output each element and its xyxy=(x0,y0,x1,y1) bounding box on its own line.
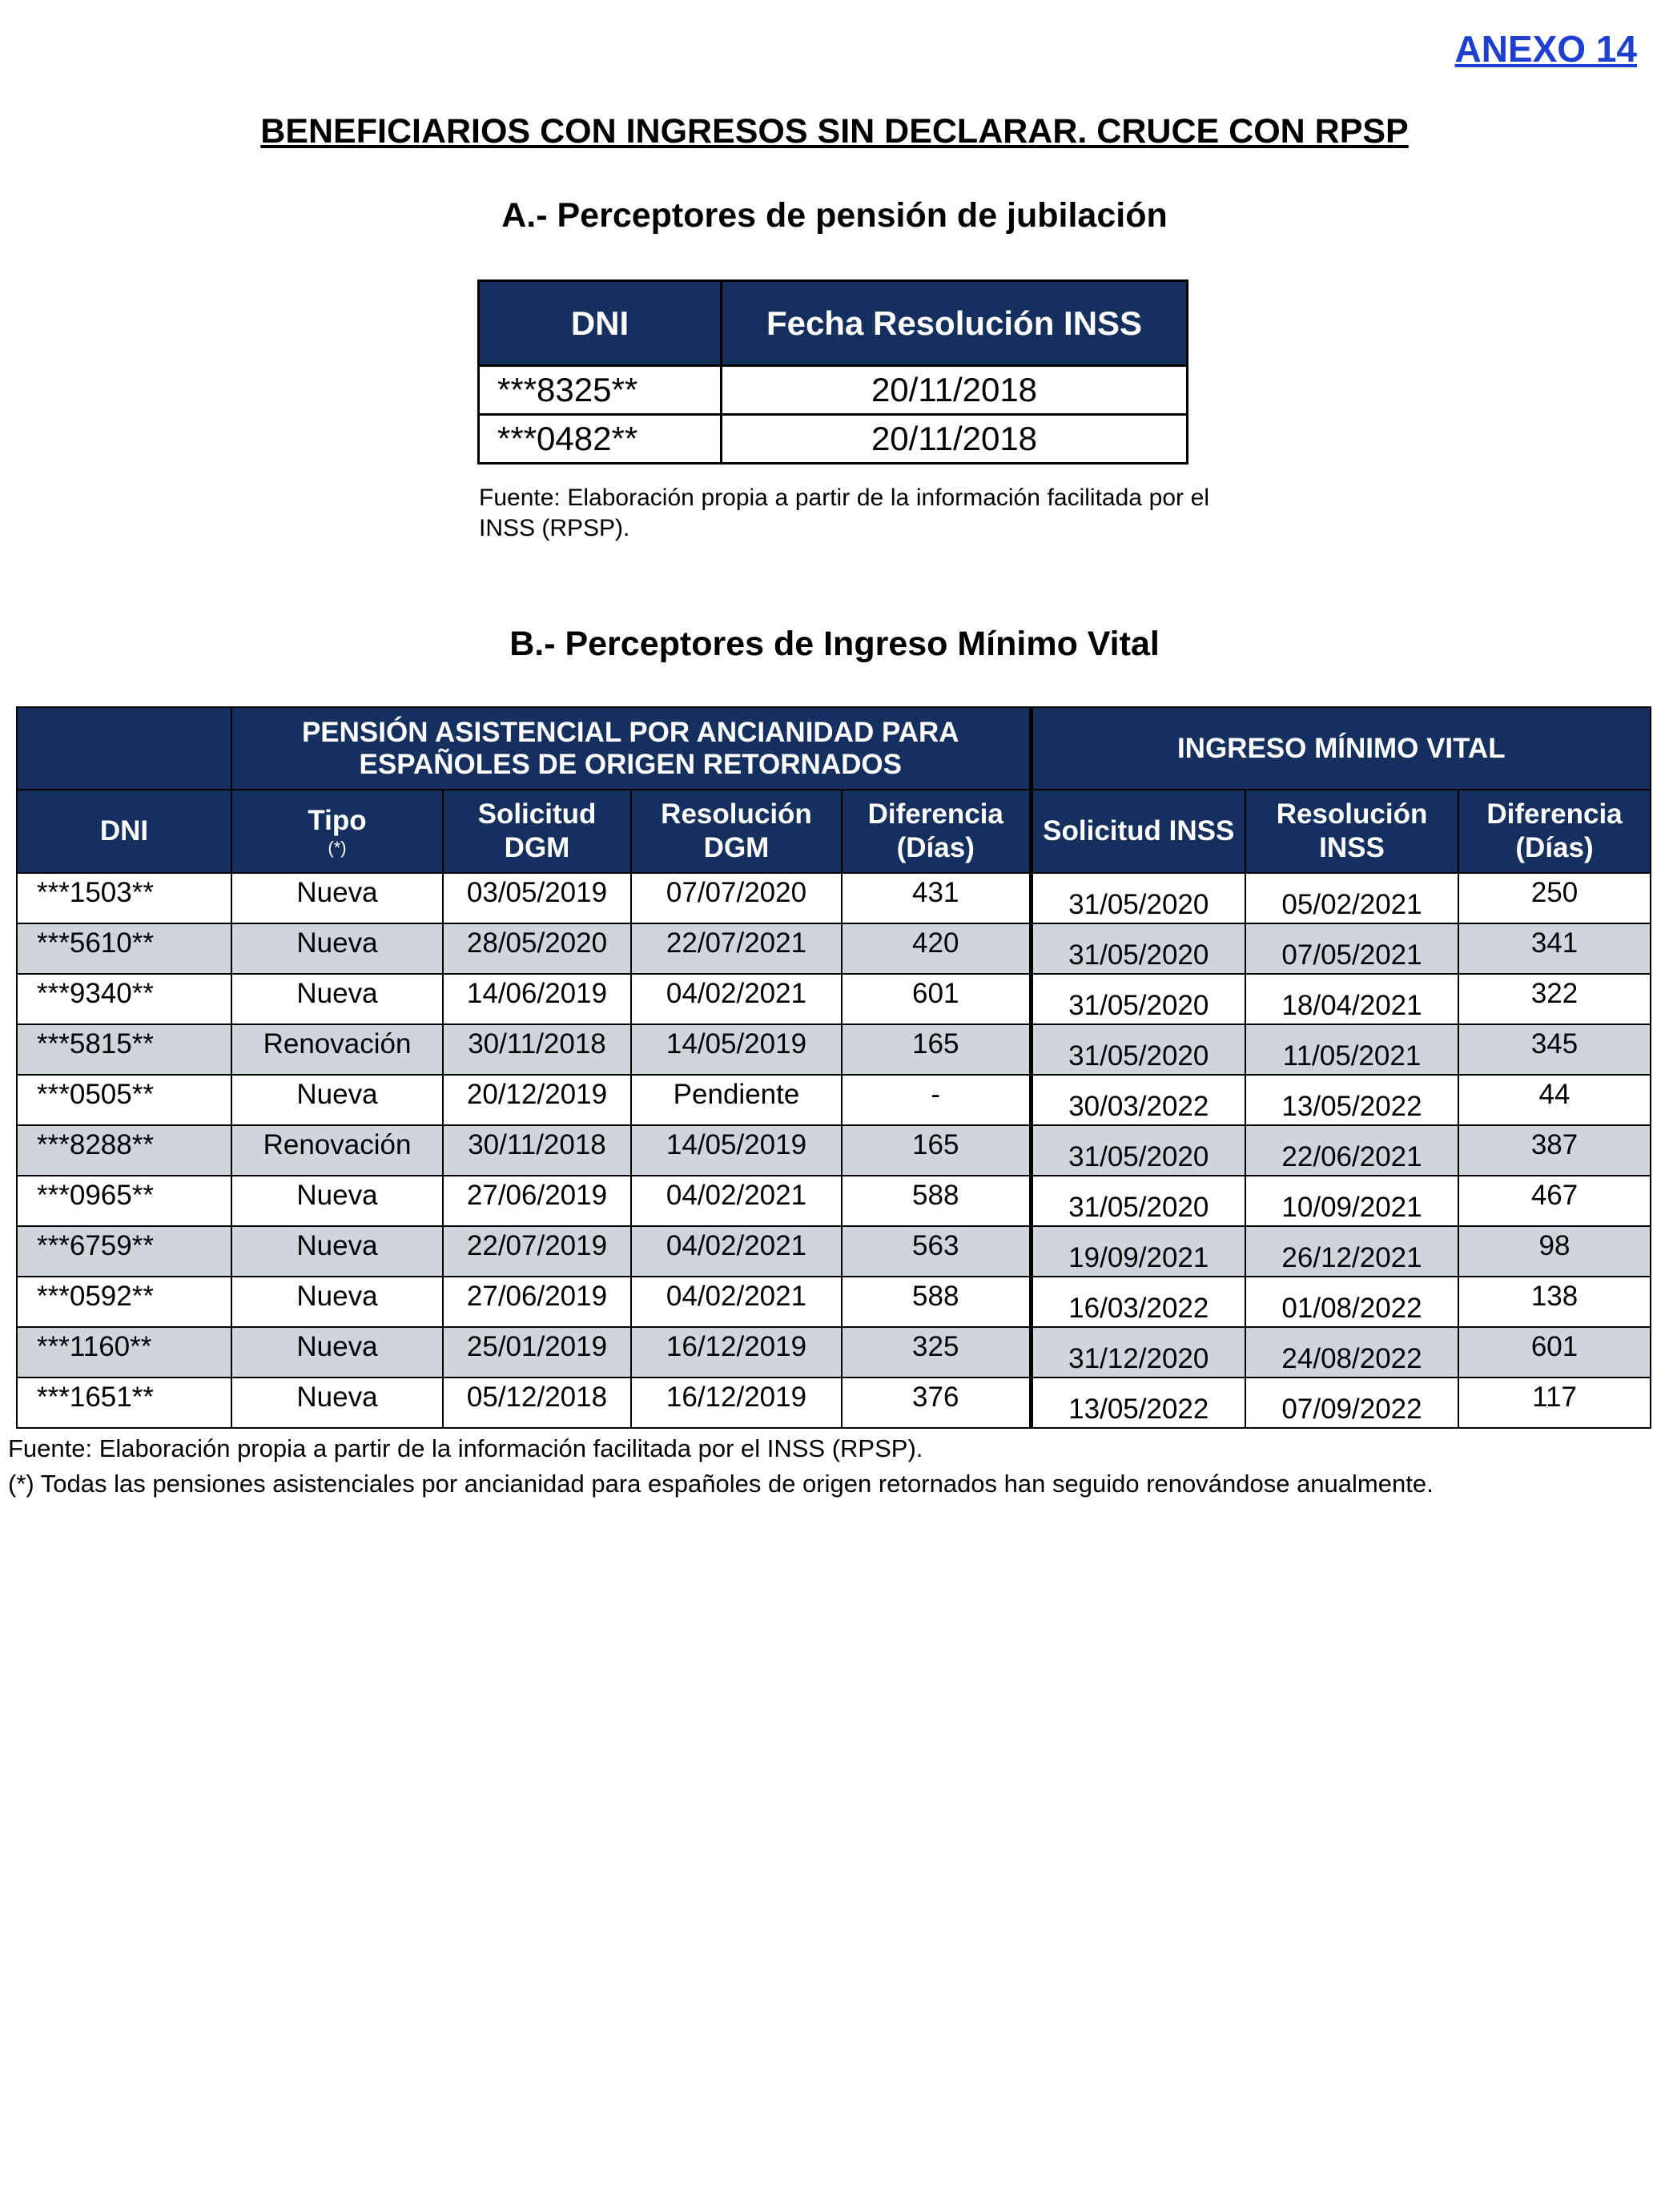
resolucion-inss-cell: 11/05/2021 xyxy=(1245,1024,1458,1075)
solicitud-dgm-cell: 27/06/2019 xyxy=(443,1176,631,1226)
diferencia-inss-cell: 601 xyxy=(1458,1327,1651,1377)
solicitud-inss-cell: 30/03/2022 xyxy=(1031,1075,1245,1125)
solicitud-dgm-cell: 20/12/2019 xyxy=(443,1075,631,1125)
resolucion-inss-cell: 05/02/2021 xyxy=(1245,873,1458,923)
table-row xyxy=(17,1277,1651,1327)
tipo-cell: Nueva xyxy=(231,1226,443,1277)
header-resolucion-inss: Resolución INSS xyxy=(1245,790,1458,873)
solicitud-dgm-cell: 30/11/2018 xyxy=(443,1024,631,1075)
resolucion-inss-cell: 24/08/2022 xyxy=(1245,1327,1458,1377)
resolucion-inss-cell: 07/05/2021 xyxy=(1245,923,1458,974)
tipo-cell: Nueva xyxy=(231,974,443,1024)
table-row xyxy=(17,1176,1651,1226)
diferencia-dgm-cell: 588 xyxy=(842,1277,1031,1327)
tipo-cell: Nueva xyxy=(231,923,443,974)
main-title: BENEFICIARIOS CON INGRESOS SIN DECLARAR. CRUCE CON RPSP xyxy=(260,112,1409,151)
fecha-cell: 20/11/2018 xyxy=(722,366,1188,415)
dni-cell: ***1651** xyxy=(17,1377,231,1428)
tipo-cell: Nueva xyxy=(231,1327,443,1377)
resolucion-inss-cell: 10/09/2021 xyxy=(1245,1176,1458,1226)
diferencia-dgm-cell: 420 xyxy=(842,923,1031,974)
table-row xyxy=(17,1226,1651,1277)
table-row xyxy=(17,974,1651,1024)
source-text: Fuente: Elaboración propia a partir de la información facilitada por el INSS (RPSP). xyxy=(8,1434,923,1462)
solicitud-inss-cell: 31/05/2020 xyxy=(1031,1024,1245,1075)
resolucion-inss-cell: 18/04/2021 xyxy=(1245,974,1458,1024)
header-solicitud-dgm: Solicitud DGM xyxy=(443,790,631,873)
table-row xyxy=(17,1125,1651,1176)
diferencia-dgm-cell: 588 xyxy=(842,1176,1031,1226)
solicitud-dgm-cell: 28/05/2020 xyxy=(443,923,631,974)
resolucion-dgm-cell: 07/07/2020 xyxy=(631,873,842,923)
resolucion-dgm-cell: 04/02/2021 xyxy=(631,1277,842,1327)
table-a-body xyxy=(479,366,1188,464)
diferencia-inss-cell: 467 xyxy=(1458,1176,1651,1226)
dni-cell: ***8325** xyxy=(479,366,722,415)
solicitud-inss-cell: 31/05/2020 xyxy=(1031,923,1245,974)
diferencia-dgm-cell: 601 xyxy=(842,974,1031,1024)
diferencia-inss-cell: 117 xyxy=(1458,1377,1651,1428)
resolucion-inss-cell: 13/05/2022 xyxy=(1245,1075,1458,1125)
resolucion-dgm-cell: Pendiente xyxy=(631,1075,842,1125)
header-solicitud-inss: Solicitud INSS xyxy=(1031,790,1245,873)
source-note-b xyxy=(8,1431,1434,1502)
table-row xyxy=(479,366,1188,415)
table-row xyxy=(17,923,1651,974)
resolucion-dgm-cell: 04/02/2021 xyxy=(631,974,842,1024)
diferencia-inss-cell: 387 xyxy=(1458,1125,1651,1176)
dni-cell: ***0965** xyxy=(17,1176,231,1226)
diferencia-inss-cell: 138 xyxy=(1458,1277,1651,1327)
solicitud-dgm-cell: 25/01/2019 xyxy=(443,1327,631,1377)
header-dni: DNI xyxy=(17,790,231,873)
resolucion-dgm-cell: 16/12/2019 xyxy=(631,1327,842,1377)
diferencia-inss-cell: 98 xyxy=(1458,1226,1651,1277)
header-dni: DNI xyxy=(479,281,722,366)
footnote-text: (*) Todas las pensiones asistenciales por ancianidad para españoles de origen retornados han seguido renovándose anualmente. xyxy=(8,1470,1434,1498)
pension-jubilacion-table xyxy=(477,280,1188,465)
table-row xyxy=(17,873,1651,923)
tipo-cell: Nueva xyxy=(231,1377,443,1428)
diferencia-inss-cell: 341 xyxy=(1458,923,1651,974)
table-row xyxy=(17,1327,1651,1377)
dni-cell: ***8288** xyxy=(17,1125,231,1176)
solicitud-inss-cell: 13/05/2022 xyxy=(1031,1377,1245,1428)
source-note-a: Fuente: Elaboración propia a partir de la información facilitada por el INSS (RPSP). xyxy=(479,485,1209,541)
dni-cell: ***0592** xyxy=(17,1277,231,1327)
header-blank xyxy=(17,707,231,790)
resolucion-inss-cell: 26/12/2021 xyxy=(1245,1226,1458,1277)
table-row xyxy=(479,415,1188,464)
table-row xyxy=(17,1377,1651,1428)
header-pension-asistencial: PENSIÓN ASISTENCIAL POR ANCIANIDAD PARA ESPAÑOLES DE ORIGEN RETORNADOS xyxy=(231,707,1031,790)
resolucion-dgm-cell: 04/02/2021 xyxy=(631,1176,842,1226)
ingreso-minimo-vital-table xyxy=(16,706,1651,1429)
header-diferencia-dgm: Diferencia (Días) xyxy=(842,790,1031,873)
tipo-cell: Nueva xyxy=(231,1277,443,1327)
tipo-cell: Nueva xyxy=(231,1176,443,1226)
resolucion-inss-cell: 01/08/2022 xyxy=(1245,1277,1458,1327)
diferencia-dgm-cell: - xyxy=(842,1075,1031,1125)
table-row xyxy=(17,1024,1651,1075)
header-tipo-label: Tipo xyxy=(308,805,367,836)
diferencia-inss-cell: 345 xyxy=(1458,1024,1651,1075)
header-ingreso-minimo-vital: INGRESO MÍNIMO VITAL xyxy=(1031,707,1651,790)
resolucion-dgm-cell: 14/05/2019 xyxy=(631,1024,842,1075)
diferencia-inss-cell: 44 xyxy=(1458,1075,1651,1125)
solicitud-dgm-cell: 05/12/2018 xyxy=(443,1377,631,1428)
diferencia-dgm-cell: 376 xyxy=(842,1377,1031,1428)
dni-cell: ***6759** xyxy=(17,1226,231,1277)
tipo-cell: Nueva xyxy=(231,1075,443,1125)
resolucion-dgm-cell: 16/12/2019 xyxy=(631,1377,842,1428)
diferencia-dgm-cell: 563 xyxy=(842,1226,1031,1277)
solicitud-inss-cell: 31/05/2020 xyxy=(1031,974,1245,1024)
solicitud-dgm-cell: 03/05/2019 xyxy=(443,873,631,923)
dni-cell: ***5610** xyxy=(17,923,231,974)
header-diferencia-inss: Diferencia (Días) xyxy=(1458,790,1651,873)
tipo-cell: Renovación xyxy=(231,1024,443,1075)
diferencia-dgm-cell: 165 xyxy=(842,1125,1031,1176)
solicitud-inss-cell: 31/05/2020 xyxy=(1031,1125,1245,1176)
solicitud-inss-cell: 31/05/2020 xyxy=(1031,1176,1245,1226)
solicitud-dgm-cell: 14/06/2019 xyxy=(443,974,631,1024)
diferencia-inss-cell: 322 xyxy=(1458,974,1651,1024)
diferencia-dgm-cell: 431 xyxy=(842,873,1031,923)
tipo-cell: Nueva xyxy=(231,873,443,923)
fecha-cell: 20/11/2018 xyxy=(722,415,1188,464)
resolucion-inss-cell: 07/09/2022 xyxy=(1245,1377,1458,1428)
diferencia-dgm-cell: 325 xyxy=(842,1327,1031,1377)
section-a-title: A.- Perceptores de pensión de jubilación xyxy=(501,196,1168,235)
dni-cell: ***0505** xyxy=(17,1075,231,1125)
solicitud-dgm-cell: 30/11/2018 xyxy=(443,1125,631,1176)
dni-cell: ***0482** xyxy=(479,415,722,464)
dni-cell: ***5815** xyxy=(17,1024,231,1075)
tipo-cell: Renovación xyxy=(231,1125,443,1176)
header-tipo-note: (*) xyxy=(328,838,347,858)
diferencia-inss-cell: 250 xyxy=(1458,873,1651,923)
resolucion-inss-cell: 22/06/2021 xyxy=(1245,1125,1458,1176)
header-tipo xyxy=(231,790,443,873)
annex-label: ANEXO 14 xyxy=(1454,28,1637,70)
solicitud-inss-cell: 31/12/2020 xyxy=(1031,1327,1245,1377)
dni-cell: ***1160** xyxy=(17,1327,231,1377)
diferencia-dgm-cell: 165 xyxy=(842,1024,1031,1075)
resolucion-dgm-cell: 22/07/2021 xyxy=(631,923,842,974)
solicitud-inss-cell: 19/09/2021 xyxy=(1031,1226,1245,1277)
resolucion-dgm-cell: 14/05/2019 xyxy=(631,1125,842,1176)
solicitud-inss-cell: 31/05/2020 xyxy=(1031,873,1245,923)
dni-cell: ***1503** xyxy=(17,873,231,923)
table-row xyxy=(17,1075,1651,1125)
table-b-body xyxy=(17,873,1651,1428)
header-resolucion-dgm: Resolución DGM xyxy=(631,790,842,873)
solicitud-dgm-cell: 27/06/2019 xyxy=(443,1277,631,1327)
resolucion-dgm-cell: 04/02/2021 xyxy=(631,1226,842,1277)
section-b-title: B.- Perceptores de Ingreso Mínimo Vital xyxy=(509,625,1160,663)
header-fecha-resolucion: Fecha Resolución INSS xyxy=(722,281,1188,366)
dni-cell: ***9340** xyxy=(17,974,231,1024)
solicitud-dgm-cell: 22/07/2019 xyxy=(443,1226,631,1277)
solicitud-inss-cell: 16/03/2022 xyxy=(1031,1277,1245,1327)
